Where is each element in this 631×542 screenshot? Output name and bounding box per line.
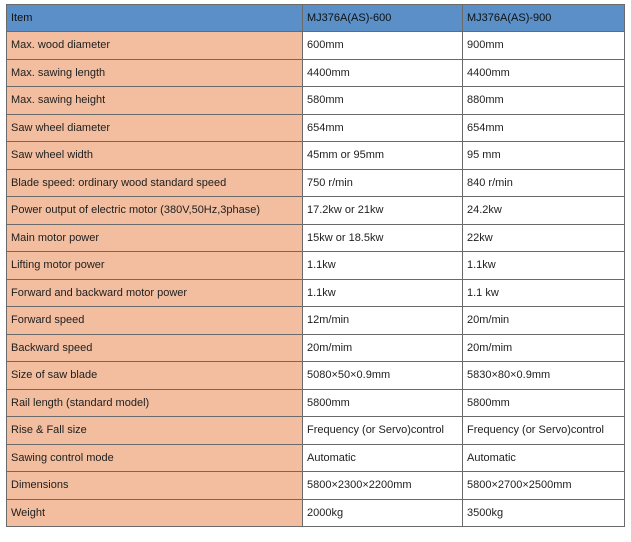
row-value-900: 20m/min [463,307,625,335]
table-row [7,279,625,307]
row-value-600: 1.1kw [303,252,463,280]
row-label: Saw wheel width [7,142,303,170]
row-value-600: 1.1kw [303,279,463,307]
row-value-900: 3500kg [463,499,625,527]
row-label: Max. sawing height [7,87,303,115]
header-model-900: MJ376A(AS)-900 [463,5,625,32]
row-label: Power output of electric motor (380V,50Hz,3phase) [7,197,303,225]
row-value-600: 4400mm [303,59,463,87]
row-value-600: 5800mm [303,389,463,417]
table-row [7,472,625,500]
header-row [7,5,625,32]
table-row [7,142,625,170]
table-row [7,114,625,142]
row-value-900: 22kw [463,224,625,252]
row-label: Rail length (standard model) [7,389,303,417]
row-value-900: 1.1 kw [463,279,625,307]
row-value-600: 15kw or 18.5kw [303,224,463,252]
header-item: Item [7,5,303,32]
row-value-900: 5800mm [463,389,625,417]
table-row [7,169,625,197]
row-label: Blade speed: ordinary wood standard speed [7,169,303,197]
row-value-900: 840 r/min [463,169,625,197]
row-label: Dimensions [7,472,303,500]
table-row [7,224,625,252]
row-label: Forward speed [7,307,303,335]
row-value-900: 5800×2700×2500mm [463,472,625,500]
row-value-900: Automatic [463,444,625,472]
table-row [7,417,625,445]
table-row [7,307,625,335]
spec-table [6,4,625,527]
row-value-600: 20m/mim [303,334,463,362]
row-label: Main motor power [7,224,303,252]
table-row [7,252,625,280]
table-row [7,362,625,390]
row-value-900: 95 mm [463,142,625,170]
row-label: Lifting motor power [7,252,303,280]
row-value-600: 17.2kw or 21kw [303,197,463,225]
header-model-600: MJ376A(AS)-600 [303,5,463,32]
row-label: Size of saw blade [7,362,303,390]
row-label: Forward and backward motor power [7,279,303,307]
row-value-600: 5080×50×0.9mm [303,362,463,390]
row-value-600: 750 r/min [303,169,463,197]
row-label: Saw wheel diameter [7,114,303,142]
row-value-900: 654mm [463,114,625,142]
table-row [7,444,625,472]
row-value-900: Frequency (or Servo)control [463,417,625,445]
row-value-600: 5800×2300×2200mm [303,472,463,500]
row-label: Rise & Fall size [7,417,303,445]
row-value-900: 1.1kw [463,252,625,280]
table-row [7,32,625,60]
row-value-600: Automatic [303,444,463,472]
row-value-900: 20m/mim [463,334,625,362]
table-row [7,389,625,417]
row-value-900: 900mm [463,32,625,60]
row-value-600: 45mm or 95mm [303,142,463,170]
row-label: Sawing control mode [7,444,303,472]
row-value-600: 580mm [303,87,463,115]
table-row [7,197,625,225]
row-label: Max. sawing length [7,59,303,87]
row-value-600: 2000kg [303,499,463,527]
table-row [7,59,625,87]
row-label: Max. wood diameter [7,32,303,60]
row-value-900: 880mm [463,87,625,115]
table-row [7,499,625,527]
row-value-600: 600mm [303,32,463,60]
row-value-900: 4400mm [463,59,625,87]
table-row [7,87,625,115]
row-value-600: 12m/min [303,307,463,335]
row-label: Backward speed [7,334,303,362]
table-row [7,334,625,362]
row-label: Weight [7,499,303,527]
row-value-600: 654mm [303,114,463,142]
row-value-600: Frequency (or Servo)control [303,417,463,445]
row-value-900: 24.2kw [463,197,625,225]
row-value-900: 5830×80×0.9mm [463,362,625,390]
